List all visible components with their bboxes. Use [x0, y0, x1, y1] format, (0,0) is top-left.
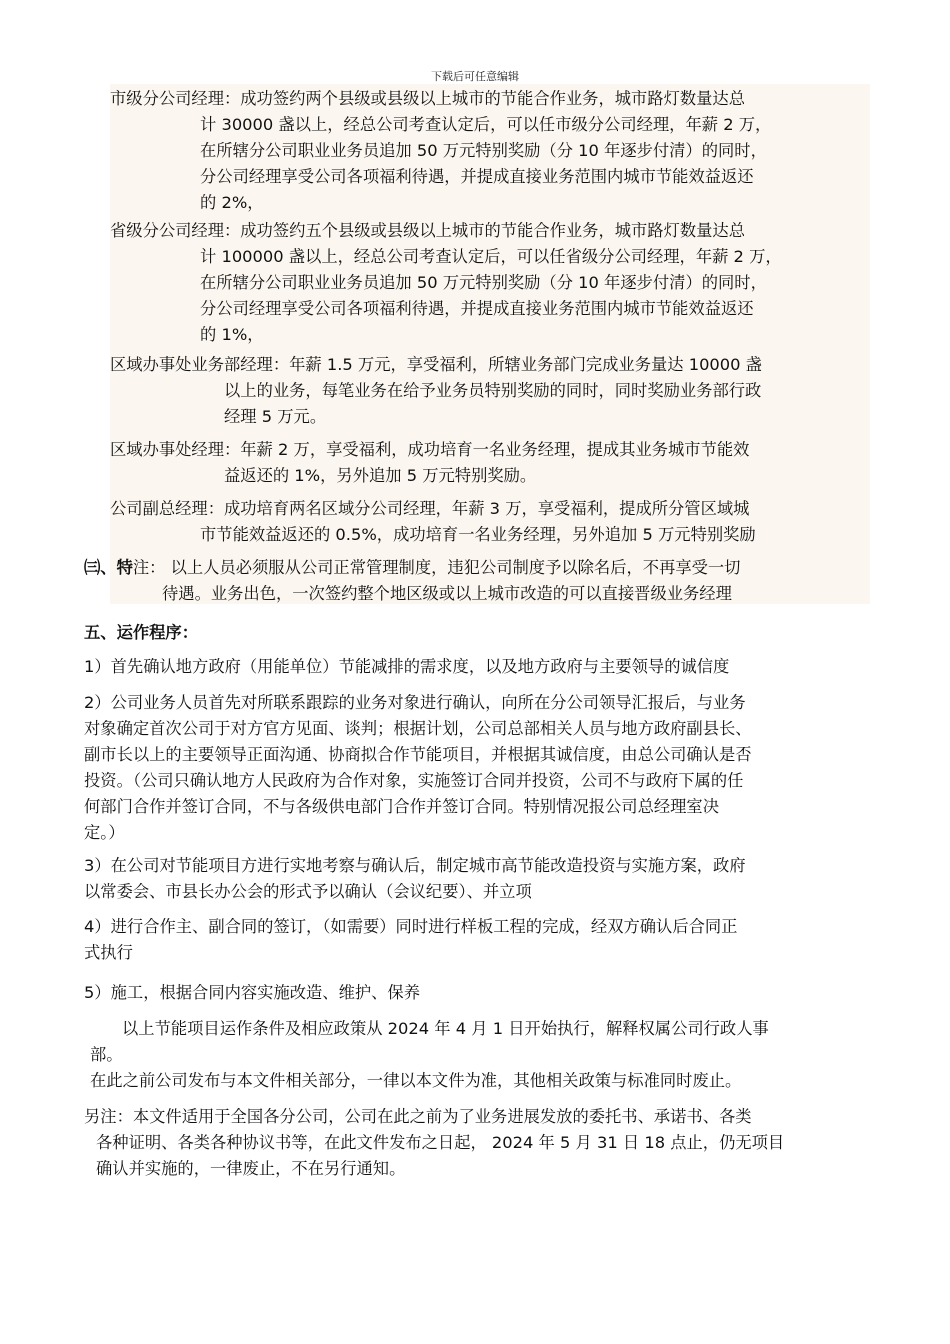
position-text: 以上的业务，每笔业务在给予业务员特别奖励的同时，同时奖励业务部行政 [224, 381, 762, 400]
position-title: 区域办事处经理： [110, 440, 241, 459]
closing-effective-date [84, 1016, 884, 1068]
step-2 [84, 690, 884, 846]
step-text: 4）进行合作主、副合同的签订，（如需要）同时进行样板工程的完成，经双方确认后合同正 [84, 917, 738, 936]
position-text: 益返还的 1%，另外追加 5 万元特别奖励。 [224, 466, 537, 485]
position-text: 的 2%， [200, 193, 264, 212]
special-note [84, 555, 874, 607]
position-vice-gm [110, 496, 870, 548]
section-title: 五、运作程序： [84, 623, 198, 642]
closing-additional-note [84, 1104, 884, 1182]
position-office-dept-manager [110, 352, 870, 430]
step-text: 何部门合作并签订合同，不与各级供电部门合作并签订合同。特别情况报公司总经理室决 [84, 797, 719, 816]
step-5 [84, 980, 884, 1006]
position-text: 成功签约五个县级或县级以上城市的节能合作业务，城市路灯数量达总 [240, 221, 745, 240]
note-label-suffix: 注： [132, 558, 166, 577]
position-office-manager [110, 437, 870, 489]
page-header-note: 下载后可任意编辑 [431, 70, 519, 83]
note-text: 以上人员必须服从公司正常管理制度，违犯公司制度予以除名后，不再享受一切 [165, 558, 741, 577]
position-text: 经理 5 万元。 [224, 407, 327, 426]
position-city-manager [110, 86, 870, 216]
step-text: 投资。（公司只确认地方人民政府为合作对象，实施签订合同并投资，公司不与政府下属的任 [84, 771, 744, 790]
position-text: 年薪 2 万，享受福利，成功培育一名业务经理，提成其业务城市节能效 [240, 440, 750, 459]
closing-text: 确认并实施的，一律废止，不在另行通知。 [96, 1159, 406, 1178]
closing-text: 以上节能项目运作条件及相应政策从 2024 年 4 月 1 日开始执行，解释权属公司行政人事 [122, 1019, 769, 1038]
position-text: 分公司经理享受公司各项福利待遇，并提成直接业务范围内城市节能效益返还 [200, 299, 754, 318]
closing-text: 另注：本文件适用于全国各分公司，公司在此之前为了业务进展发放的委托书、承诺书、各类 [84, 1107, 752, 1126]
step-text: 式执行 [84, 943, 133, 962]
step-3 [84, 853, 884, 905]
position-text: 市节能效益返还的 0.5%，成功培育一名业务经理，另外追加 5 万元特别奖励 [200, 525, 756, 544]
note-text: 待遇。业务出色，一次签约整个地区级或以上城市改造的可以直接晋级业务经理 [162, 584, 732, 603]
position-text: 成功培育两名区域分公司经理，年薪 3 万，享受福利，提成所分管区域城 [223, 499, 750, 518]
step-text: 1）首先确认地方政府（用能单位）节能减排的需求度，以及地方政府与主要领导的诚信度 [84, 657, 730, 676]
position-text: 的 1%， [200, 325, 264, 344]
position-text: 计 30000 盏以上，经总公司考查认定后，可以任市级分公司经理，年薪 2 万， [200, 115, 772, 134]
step-4 [84, 914, 884, 966]
step-text: 副市长以上的主要领导正面沟通、协商拟合作节能项目，并根据其诚信度，由总公司确认是否 [84, 745, 752, 764]
closing-text: 部。 [90, 1045, 123, 1064]
position-title: 区域办事处业务部经理： [110, 355, 290, 374]
closing-supersede [90, 1068, 890, 1094]
position-title: 市级分公司经理： [110, 89, 241, 108]
position-text: 在所辖分公司职业业务员追加 50 万元特别奖励（分 10 年逐步付清）的同时， [200, 141, 767, 160]
position-province-manager [110, 218, 870, 348]
position-text: 计 100000 盏以上，经总公司考查认定后，可以任省级分公司经理，年薪 2 万， [200, 247, 782, 266]
step-text: 5）施工，根据合同内容实施改造、维护、保养 [84, 983, 420, 1002]
closing-text: 各种证明、各类各种协议书等，在此文件发布之日起， 2024 年 5 月 31 日 18 点止，仍无项目 [96, 1133, 785, 1152]
position-title: 公司副总经理： [110, 499, 224, 518]
step-1 [84, 654, 884, 680]
note-label: ㈢、特 [84, 558, 133, 577]
position-text: 在所辖分公司职业业务员追加 50 万元特别奖励（分 10 年逐步付清）的同时， [200, 273, 767, 292]
closing-text: 在此之前公司发布与本文件相关部分，一律以本文件为准，其他相关政策与标准同时废止。 [90, 1071, 742, 1090]
position-text: 成功签约两个县级或县级以上城市的节能合作业务，城市路灯数量达总 [240, 89, 745, 108]
step-text: 定。） [84, 823, 125, 842]
position-text: 年薪 1.5 万元，享受福利，所辖业务部门完成业务量达 10000 盏 [289, 355, 762, 374]
step-text: 对象确定首次公司于对方官方见面、谈判；根据计划，公司总部相关人员与地方政府副县长、 [84, 719, 752, 738]
step-text: 以常委会、市县长办公会的形式予以确认（会议纪要）、并立项 [84, 882, 532, 901]
position-text: 分公司经理享受公司各项福利待遇，并提成直接业务范围内城市节能效益返还 [200, 167, 754, 186]
position-title: 省级分公司经理： [110, 221, 241, 240]
step-text: 3）在公司对节能项目方进行实地考察与确认后，制定城市高节能改造投资与实施方案，政府 [84, 856, 746, 875]
step-text: 2）公司业务人员首先对所联系跟踪的业务对象进行确认，向所在分公司领导汇报后，与业务 [84, 693, 746, 712]
